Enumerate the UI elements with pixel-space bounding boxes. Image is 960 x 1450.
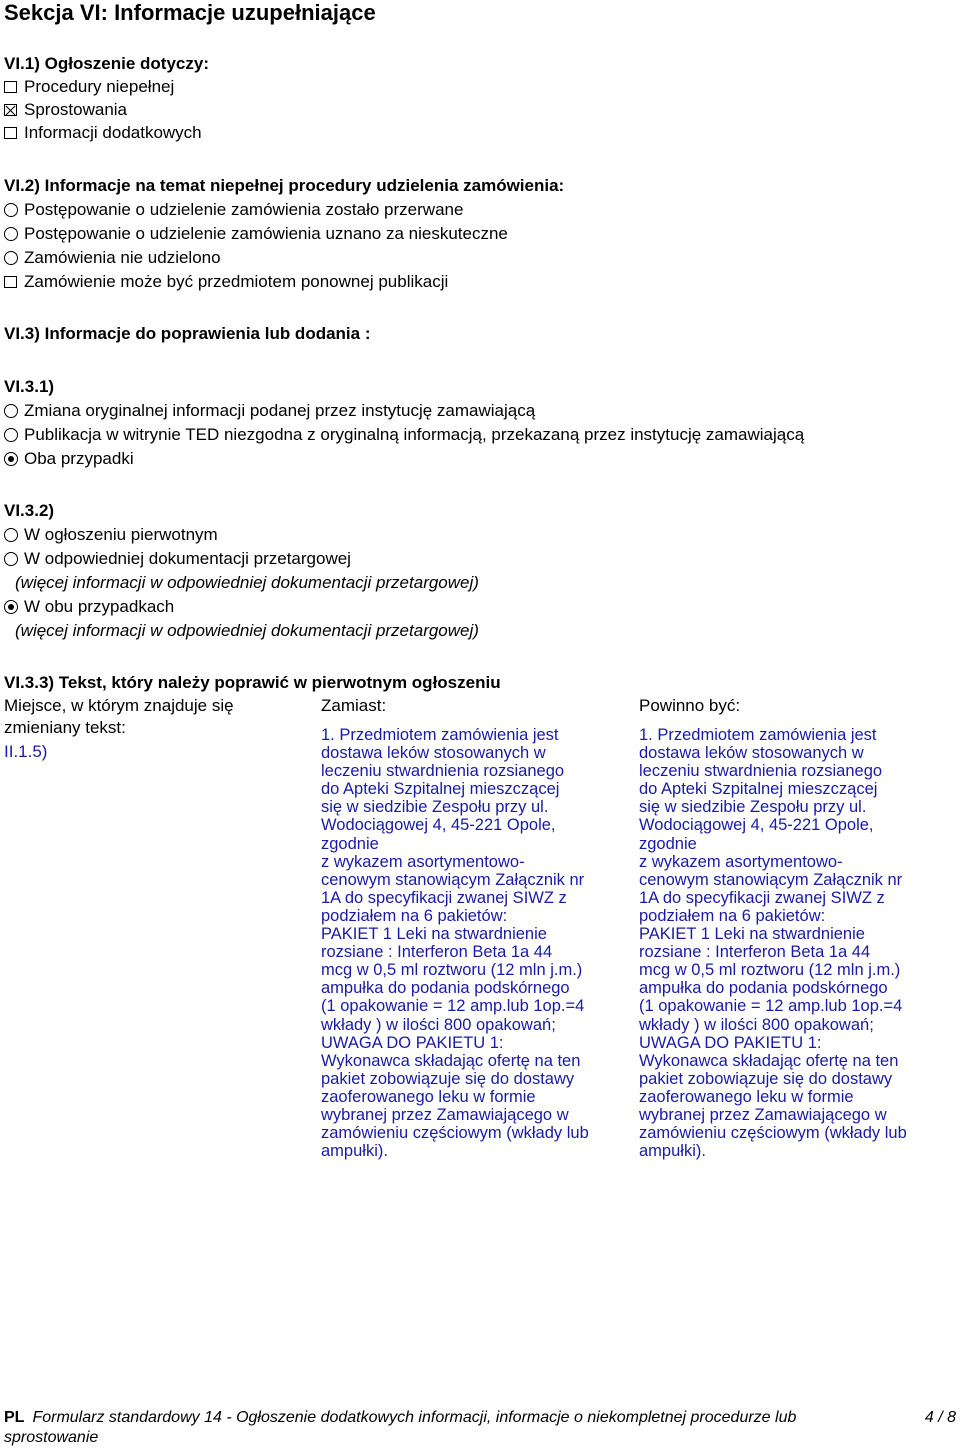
vi1-option-informacji-dodatkowych[interactable] — [4, 122, 202, 144]
page-number: 4 / 8 — [924, 1409, 956, 1426]
radio-unchecked-icon — [4, 251, 18, 265]
option-label: Postępowanie o udzielenie zamówienia zostało przerwane — [24, 200, 464, 219]
vi32-option-dokumentacji[interactable] — [4, 548, 351, 570]
section-title: Sekcja VI: Informacje uzupełniające — [4, 0, 376, 25]
vi2-option-nie-udzielono[interactable] — [4, 247, 221, 269]
should-be-text: 1. Przedmiotem zamówienia jest dostawa leków stosowanych w leczeniu stwardnienia rozsianego do Apteki Szpitalnej mieszczącej się w siedzibie Zespołu przy ul. Wodociągowej 4, 45-221 Opole, zgodnie z wykazem asortymentowo- cenowym stanowiącym Załącznik nr 1A do specyfikacji zwanej SIWZ z podziałem na 6 pakietów: PAKIET 1 Leki na stwardnienie rozsiane : Interferon Beta 1a 44 mcg w 0,5 ml roztworu (12 mln j.m.) ampułka do podania podskórnego (1 opakowanie = 12 amp.lub 1op.=4 wkłady ) w ilości 800 opakowań; UWAGA DO PAKIETU 1: Wykonawca składając ofertę na ten pakiet zobowiązuje się do dostawy zaoferowanego leku w formie wybranej przez Zamawiającego w zamówieniu częściowym (wkłady lub ampułki). — [639, 726, 907, 1161]
option-label: Informacji dodatkowych — [24, 123, 202, 142]
checkbox-unchecked-icon — [4, 81, 17, 93]
radio-unchecked-icon — [4, 227, 18, 241]
checkbox-unchecked-icon — [4, 276, 17, 288]
footer-lang: PL — [4, 1409, 25, 1426]
vi2-heading: VI.2) Informacje na temat niepełnej procedury udzielenia zamówienia: — [4, 176, 565, 195]
vi1-heading: VI.1) Ogłoszenie dotyczy: — [4, 54, 209, 73]
radio-unchecked-icon — [4, 203, 18, 217]
radio-checked-icon — [4, 600, 18, 614]
place-label: Miejsce, w którym znajduje się zmieniany tekst: — [4, 696, 234, 737]
vi1-option-procedury-niepelnej[interactable] — [4, 76, 174, 98]
instead-label: Zamiast: — [321, 696, 387, 715]
checkbox-unchecked-icon — [4, 127, 17, 139]
vi32-heading: VI.3.2) — [4, 501, 55, 520]
vi32-option-obu[interactable] — [4, 596, 174, 618]
radio-unchecked-icon — [4, 404, 18, 418]
radio-unchecked-icon — [4, 552, 18, 566]
vi31-option-zmiana[interactable] — [4, 400, 535, 422]
option-label: Publikacja w witrynie TED niezgodna z oryginalną informacją, przekazaną przez instytucję zamawiającą — [24, 425, 805, 444]
vi2-option-nieskuteczne[interactable] — [4, 223, 508, 245]
option-label: Postępowanie o udzielenie zamówienia uznano za nieskuteczne — [24, 224, 508, 243]
vi1-option-sprostowania[interactable] — [4, 99, 127, 121]
vi31-option-oba[interactable] — [4, 448, 134, 470]
option-label: W odpowiedniej dokumentacji przetargowej — [24, 549, 351, 568]
option-label: W obu przypadkach — [24, 597, 175, 616]
footer-text: Formularz standardowy 14 - Ogłoszenie dodatkowych informacji, informacje o niekompletnej procedurze lub sprostowanie — [4, 1409, 797, 1446]
option-label: Zamówienie może być przedmiotem ponownej publikacji — [24, 272, 449, 291]
instead-text: 1. Przedmiotem zamówienia jest dostawa leków stosowanych w leczeniu stwardnienia rozsianego do Apteki Szpitalnej mieszczącej się w siedzibie Zespołu przy ul. Wodociągowej 4, 45-221 Opole, zgodnie z wykazem asortymentowo- cenowym stanowiącym Załącznik nr 1A do specyfikacji zwanej SIWZ z podziałem na 6 pakietów: PAKIET 1 Leki na stwardnienie rozsiane : Interferon Beta 1a 44 mcg w 0,5 ml roztworu (12 mln j.m.) ampułka do podania podskórnego (1 opakowanie = 12 amp.lub 1op.=4 wkłady ) w ilości 800 opakowań; UWAGA DO PAKIETU 1: Wykonawca składając ofertę na ten pakiet zobowiązuje się do dostawy zaoferowanego leku w formie wybranej przez Zamawiającego w zamówieniu częściowym (wkłady lub ampułki). — [321, 726, 589, 1161]
checkbox-checked-icon — [4, 104, 17, 116]
place-value: II.1.5) — [4, 742, 48, 761]
vi2-option-przerwane[interactable] — [4, 199, 463, 221]
radio-unchecked-icon — [4, 528, 18, 542]
vi31-option-ted[interactable] — [4, 424, 804, 446]
vi3-heading: VI.3) Informacje do poprawienia lub dodania : — [4, 324, 371, 343]
footer — [4, 1408, 884, 1448]
vi32-option-pierwotnym[interactable] — [4, 524, 218, 546]
vi2-option-ponowna-publikacja[interactable] — [4, 271, 448, 293]
option-label: Zamówienia nie udzielono — [24, 248, 221, 267]
option-label: W ogłoszeniu pierwotnym — [24, 525, 218, 544]
option-label: Zmiana oryginalnej informacji podanej przez instytucję zamawiającą — [24, 401, 536, 420]
radio-unchecked-icon — [4, 428, 18, 442]
vi32-note: (więcej informacji w odpowiedniej dokumentacji przetargowej) — [15, 621, 479, 640]
should-be-label: Powinno być: — [639, 696, 741, 715]
option-label: Oba przypadki — [24, 449, 134, 468]
option-label: Sprostowania — [24, 100, 128, 119]
vi32-note: (więcej informacji w odpowiedniej dokumentacji przetargowej) — [15, 573, 479, 592]
radio-checked-icon — [4, 452, 18, 466]
vi33-heading: VI.3.3) Tekst, który należy poprawić w pierwotnym ogłoszeniu — [4, 673, 501, 692]
option-label: Procedury niepełnej — [24, 77, 175, 96]
vi31-heading: VI.3.1) — [4, 377, 55, 396]
